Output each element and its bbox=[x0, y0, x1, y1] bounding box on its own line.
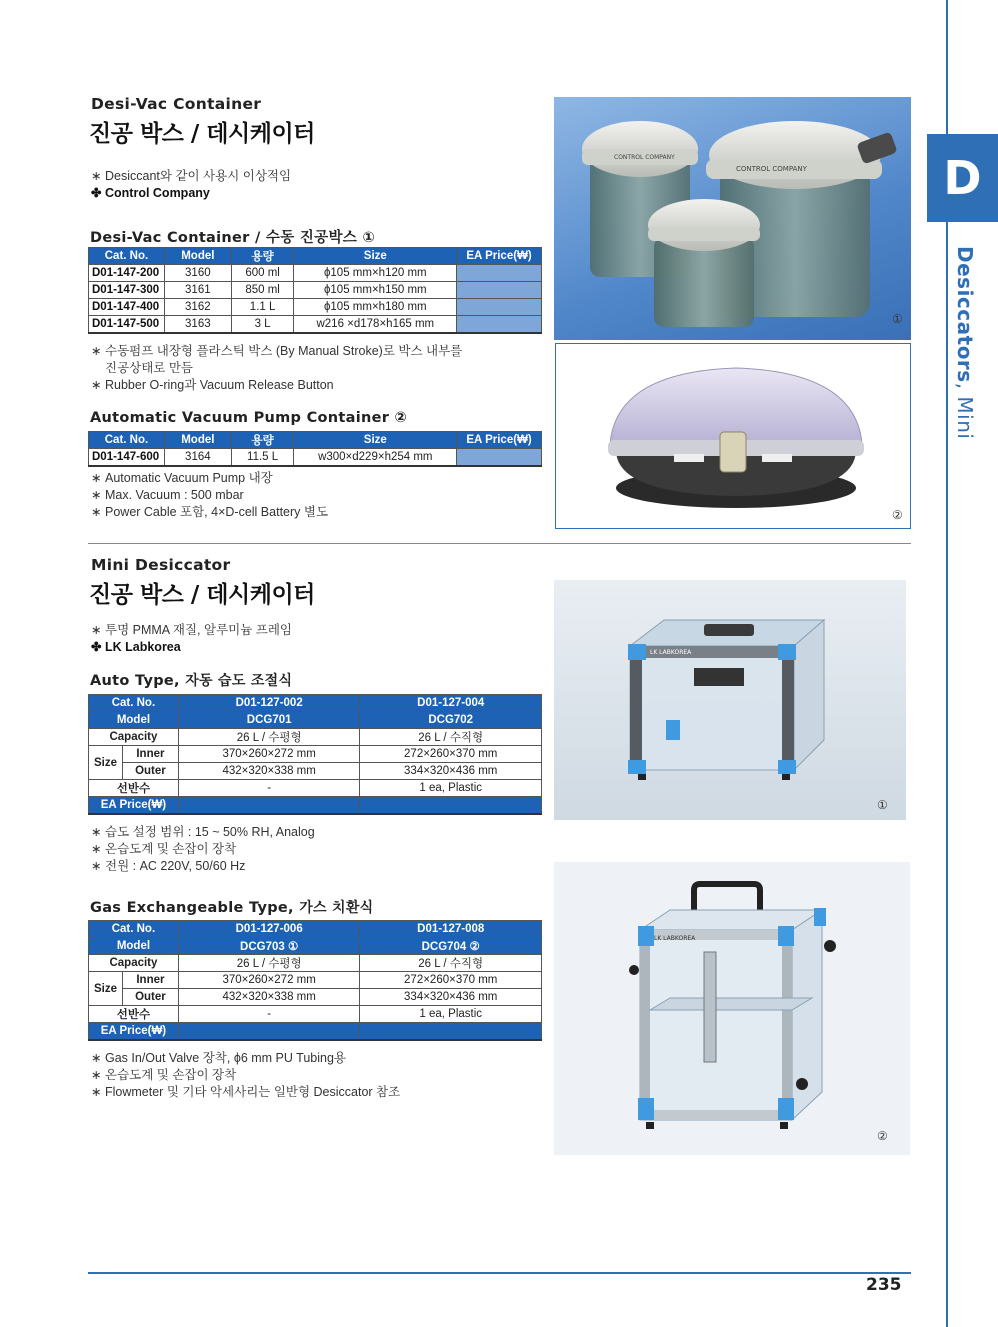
auto-type-table bbox=[88, 694, 542, 815]
desivac-container-photo bbox=[554, 97, 911, 340]
row-label: Size bbox=[89, 972, 123, 1006]
cell: D01-147-300 bbox=[89, 282, 165, 299]
photo-mark-1: ① bbox=[877, 798, 888, 812]
side-section-label bbox=[935, 246, 995, 440]
auto-pump-photo bbox=[555, 343, 911, 529]
table-row bbox=[89, 449, 542, 466]
table-row bbox=[89, 780, 542, 797]
heading-ko: 가스 치환식 bbox=[299, 900, 374, 916]
logo-text-right: CONTROL COMPANY bbox=[736, 165, 807, 173]
cell: 26 L / 수평형 bbox=[178, 955, 360, 972]
desivac-note-text: Desiccant와 같이 사용시 이상적임 bbox=[105, 169, 292, 183]
page-number: 235 bbox=[866, 1275, 902, 1295]
cell: D01-127-008 bbox=[360, 921, 542, 938]
col-header: 용량 bbox=[231, 248, 294, 265]
note-line: ∗ Max. Vacuum : 500 mbar bbox=[91, 488, 244, 502]
note-text: Max. Vacuum : 500 mbar bbox=[105, 488, 244, 502]
cell: DCG701 bbox=[178, 712, 360, 729]
auto-pump-table bbox=[88, 431, 542, 467]
side-label-rest: , Mini bbox=[953, 382, 977, 440]
col-header: Cat. No. bbox=[89, 432, 165, 449]
manual-table bbox=[88, 247, 542, 334]
col-header: EA Price(₩) bbox=[457, 248, 542, 265]
note-text: Gas In/Out Valve 장착, ϕ6 mm PU Tubing용 bbox=[105, 1051, 346, 1065]
section-divider bbox=[88, 543, 911, 544]
col-header: Cat. No. bbox=[89, 248, 165, 265]
cell: DCG703 ① bbox=[178, 938, 360, 955]
heading-en: Auto Type, bbox=[90, 673, 180, 689]
table-row bbox=[89, 712, 542, 729]
row-label: Inner bbox=[122, 972, 178, 989]
row-label: Cat. No. bbox=[89, 695, 179, 712]
cell: w216 ×d178×h165 mm bbox=[294, 316, 457, 333]
note-line: ∗ Automatic Vacuum Pump 내장 bbox=[91, 471, 273, 485]
cell: 11.5 L bbox=[231, 449, 294, 466]
row-label: Outer bbox=[122, 989, 178, 1006]
cell: 370×260×272 mm bbox=[178, 746, 360, 763]
cell: DCG704 ② bbox=[360, 938, 542, 955]
auto-type-illustration bbox=[554, 580, 906, 820]
note-line: ∗ 온습도계 및 손잡이 장착 bbox=[91, 1068, 237, 1082]
price-cell bbox=[457, 449, 542, 466]
cell: D01-147-500 bbox=[89, 316, 165, 333]
cell: ϕ105 mm×h150 mm bbox=[294, 282, 457, 299]
cell: 850 ml bbox=[231, 282, 294, 299]
auto-type-heading bbox=[90, 670, 292, 690]
table-row bbox=[89, 282, 542, 299]
row-label: Outer bbox=[122, 763, 178, 780]
cell: 26 L / 수직형 bbox=[360, 955, 542, 972]
cell: D01-147-600 bbox=[89, 449, 165, 466]
cell: - bbox=[178, 1006, 360, 1023]
price-cell bbox=[457, 282, 542, 299]
table-row bbox=[89, 316, 542, 333]
gas-type-notes bbox=[91, 1050, 400, 1101]
cell: 3164 bbox=[164, 449, 231, 466]
col-header: Model bbox=[164, 248, 231, 265]
cell: 272×260×370 mm bbox=[360, 972, 542, 989]
cell: 432×320×338 mm bbox=[178, 763, 360, 780]
heading-en: Gas Exchangeable Type, bbox=[90, 900, 294, 916]
cell: - bbox=[178, 780, 360, 797]
manual-heading: Desi-Vac Container / 수동 진공박스 ① bbox=[90, 230, 376, 246]
table-row bbox=[89, 1023, 542, 1040]
cell: D01-127-006 bbox=[178, 921, 360, 938]
note-text: 진공상태로 만듬 bbox=[105, 361, 193, 375]
auto-pump-heading: Automatic Vacuum Pump Container ② bbox=[90, 410, 408, 426]
mini-note-text: 투명 PMMA 재질, 알루미늄 프레임 bbox=[105, 623, 293, 637]
auto-type-notes bbox=[91, 824, 315, 875]
price-cell bbox=[457, 299, 542, 316]
cell: 3161 bbox=[164, 282, 231, 299]
cell: 3160 bbox=[164, 265, 231, 282]
gas-type-illustration bbox=[554, 862, 910, 1155]
note-text: 온습도계 및 손잡이 장착 bbox=[105, 1068, 237, 1082]
mini-brand-text: LK Labkorea bbox=[105, 640, 181, 654]
gas-type-photo bbox=[554, 862, 910, 1155]
cell: 272×260×370 mm bbox=[360, 746, 542, 763]
cell: 432×320×338 mm bbox=[178, 989, 360, 1006]
manual-notes bbox=[91, 343, 462, 394]
note-text: Power Cable 포함, 4×D-cell Battery 별도 bbox=[105, 505, 329, 519]
section-tab-d: D bbox=[927, 134, 998, 222]
table-row bbox=[89, 695, 542, 712]
table-row bbox=[89, 265, 542, 282]
cell: D01-147-400 bbox=[89, 299, 165, 316]
note-line: ∗ 수동펌프 내장형 플라스틱 박스 (By Manual Stroke)로 박스 내부를 bbox=[91, 344, 463, 358]
desivac-brand: ✤ Control Company bbox=[91, 186, 210, 200]
auto-type-photo bbox=[554, 580, 906, 820]
note-line: ∗ Rubber O-ring과 Vacuum Release Button bbox=[91, 378, 334, 392]
cell: ϕ105 mm×h120 mm bbox=[294, 265, 457, 282]
mini-brand: ✤ LK Labkorea bbox=[91, 640, 181, 654]
table-row bbox=[89, 299, 542, 316]
note-line bbox=[91, 360, 462, 377]
side-label-bold: Desiccators bbox=[953, 246, 977, 383]
note-line: ∗ Flowmeter 및 기타 악세사리는 일반형 Desiccator 참조 bbox=[91, 1085, 401, 1099]
table-row bbox=[89, 921, 542, 938]
price-cell bbox=[178, 797, 360, 814]
auto-pump-notes bbox=[91, 470, 328, 521]
cell: D01-147-200 bbox=[89, 265, 165, 282]
note-text: 전원 : AC 220V, 50/60 Hz bbox=[105, 859, 246, 873]
row-label: Inner bbox=[122, 746, 178, 763]
cell: w300×d229×h254 mm bbox=[294, 449, 457, 466]
photo-mark-2: ② bbox=[892, 508, 903, 522]
note-text: 수동펌프 내장형 플라스틱 박스 (By Manual Stroke)로 박스 내부를 bbox=[105, 344, 463, 358]
desivac-title-en: Desi-Vac Container bbox=[91, 95, 262, 113]
table-header-row bbox=[89, 432, 542, 449]
cell: 334×320×436 mm bbox=[360, 989, 542, 1006]
logo-text: LK LABKOREA bbox=[654, 935, 696, 942]
note-line: ∗ Gas In/Out Valve 장착, ϕ6 mm PU Tubing용 bbox=[91, 1051, 346, 1065]
note-text: 온습도계 및 손잡이 장착 bbox=[105, 842, 237, 856]
heading-ko: 자동 습도 조절식 bbox=[185, 673, 293, 689]
row-label: 선반수 bbox=[89, 1006, 179, 1023]
row-label: Capacity bbox=[89, 729, 179, 746]
row-label: EA Price(₩) bbox=[89, 1023, 179, 1040]
note-line: ∗ 습도 설정 범위 : 15 ~ 50% RH, Analog bbox=[91, 825, 315, 839]
row-label: Capacity bbox=[89, 955, 179, 972]
price-cell bbox=[457, 265, 542, 282]
cell: 3 L bbox=[231, 316, 294, 333]
cell: 26 L / 수평형 bbox=[178, 729, 360, 746]
mini-title-ko: 진공 박스 / 데시케이터 bbox=[89, 582, 315, 608]
note-text: Automatic Vacuum Pump 내장 bbox=[105, 471, 273, 485]
footer-line bbox=[88, 1272, 911, 1274]
cell: DCG702 bbox=[360, 712, 542, 729]
mini-title-en: Mini Desiccator bbox=[91, 556, 231, 574]
gas-type-heading bbox=[90, 897, 373, 917]
col-header: Model bbox=[164, 432, 231, 449]
note-text: 습도 설정 범위 : 15 ~ 50% RH, Analog bbox=[105, 825, 315, 839]
table-row bbox=[89, 729, 542, 746]
photo-mark-2: ② bbox=[877, 1129, 888, 1143]
table-row bbox=[89, 938, 542, 955]
desivac-note: ∗ Desiccant와 같이 사용시 이상적임 bbox=[91, 169, 292, 183]
table-row bbox=[89, 746, 542, 763]
row-label: EA Price(₩) bbox=[89, 797, 179, 814]
cell: 3163 bbox=[164, 316, 231, 333]
note-text: Rubber O-ring과 Vacuum Release Button bbox=[105, 378, 334, 392]
cell: 370×260×272 mm bbox=[178, 972, 360, 989]
col-header: Size bbox=[294, 248, 457, 265]
mini-note: ∗ 투명 PMMA 재질, 알루미늄 프레임 bbox=[91, 623, 293, 637]
note-line: ∗ Power Cable 포함, 4×D-cell Battery 별도 bbox=[91, 505, 329, 519]
gas-type-table bbox=[88, 920, 542, 1041]
cell: 26 L / 수직형 bbox=[360, 729, 542, 746]
desivac-brand-text: Control Company bbox=[105, 186, 210, 200]
table-row bbox=[89, 972, 542, 989]
cell: 3162 bbox=[164, 299, 231, 316]
table-header-row bbox=[89, 248, 542, 265]
table-row bbox=[89, 1006, 542, 1023]
row-label: Model bbox=[89, 712, 179, 729]
cell: 1.1 L bbox=[231, 299, 294, 316]
row-label: Size bbox=[89, 746, 123, 780]
price-cell bbox=[457, 316, 542, 333]
cell: 1 ea, Plastic bbox=[360, 780, 542, 797]
table-row bbox=[89, 989, 542, 1006]
price-cell bbox=[360, 1023, 542, 1040]
cell: ϕ105 mm×h180 mm bbox=[294, 299, 457, 316]
col-header: EA Price(₩) bbox=[457, 432, 542, 449]
cell: D01-127-002 bbox=[178, 695, 360, 712]
photo-mark-1: ① bbox=[892, 312, 903, 326]
note-line: ∗ 온습도계 및 손잡이 장착 bbox=[91, 842, 237, 856]
cell: D01-127-004 bbox=[360, 695, 542, 712]
note-text: Flowmeter 및 기타 악세사리는 일반형 Desiccator 참조 bbox=[105, 1085, 401, 1099]
logo-text-left: CONTROL COMPANY bbox=[614, 154, 675, 161]
price-cell bbox=[178, 1023, 360, 1040]
auto-pump-illustration bbox=[556, 344, 910, 528]
logo-text: LK LABKOREA bbox=[650, 649, 692, 656]
note-line: ∗ 전원 : AC 220V, 50/60 Hz bbox=[91, 859, 246, 873]
row-label: Model bbox=[89, 938, 179, 955]
cell: 1 ea, Plastic bbox=[360, 1006, 542, 1023]
table-row bbox=[89, 955, 542, 972]
cell: 600 ml bbox=[231, 265, 294, 282]
table-row bbox=[89, 763, 542, 780]
table-row bbox=[89, 797, 542, 814]
col-header: 용량 bbox=[231, 432, 294, 449]
container-illustration bbox=[554, 97, 911, 340]
row-label: Cat. No. bbox=[89, 921, 179, 938]
row-label: 선반수 bbox=[89, 780, 179, 797]
price-cell bbox=[360, 797, 542, 814]
desivac-title-ko: 진공 박스 / 데시케이터 bbox=[89, 121, 315, 147]
col-header: Size bbox=[294, 432, 457, 449]
cell: 334×320×436 mm bbox=[360, 763, 542, 780]
